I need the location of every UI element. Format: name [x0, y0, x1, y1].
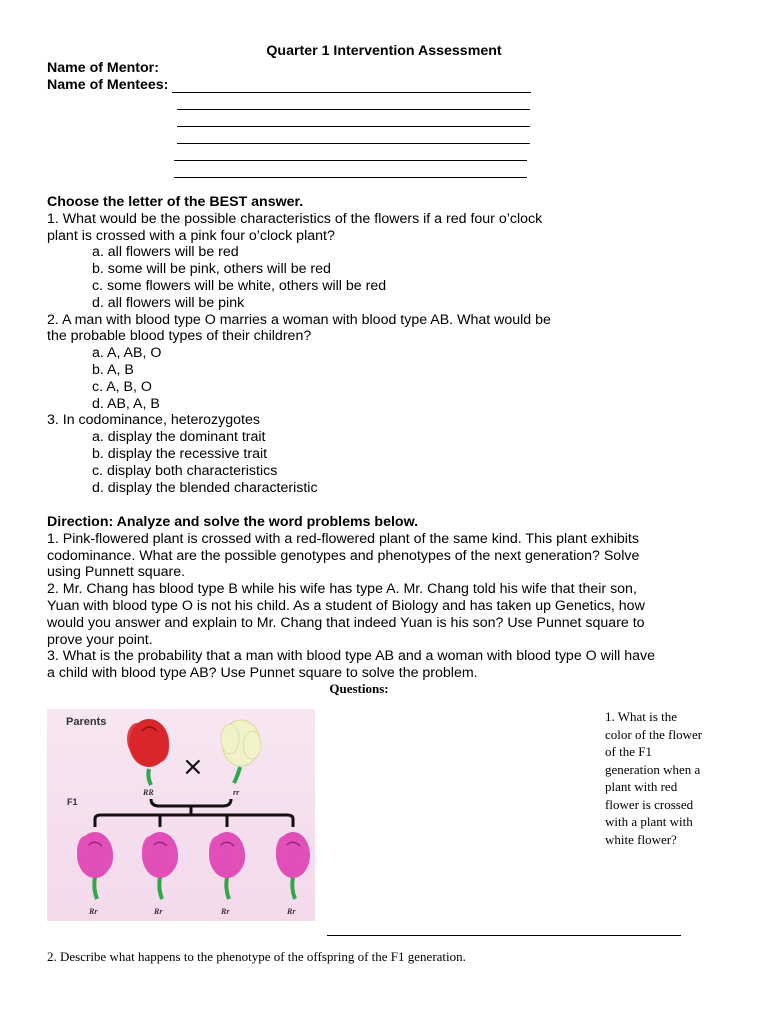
petal: [221, 724, 239, 754]
mentee-line-4[interactable]: [177, 143, 530, 144]
petal: [276, 836, 292, 866]
petal: [151, 732, 169, 762]
answer-option[interactable]: d. display the blended characteristic: [92, 479, 318, 496]
problem-text: prove your point.: [47, 631, 153, 648]
question-line: white flower?: [605, 831, 677, 847]
word-problem-2: [47, 581, 727, 648]
answer-option[interactable]: c. display both characteristics: [92, 462, 278, 479]
answer-option[interactable]: d. all flowers will be pink: [92, 294, 245, 311]
genotype-label: Rr: [287, 907, 296, 916]
mc-instruction: Choose the letter of the BEST answer.: [47, 194, 304, 210]
mentee-line-2[interactable]: [177, 109, 530, 110]
cross-symbol: ×: [182, 752, 204, 782]
questions-heading: Questions:: [329, 681, 389, 696]
problem-text: 3. What is the probability that a man with blood type AB and a woman with blood type O will have: [47, 648, 656, 665]
question-text: plant is crossed with a pink four o’clock plant?: [47, 227, 335, 244]
question-line: color of the flower: [605, 726, 703, 742]
problem-text: 1. Pink-flowered plant is crossed with a red-flowered plant of the same kind. This plant exhibits: [47, 530, 639, 547]
petal: [127, 723, 147, 755]
mentee-line-3[interactable]: [177, 126, 530, 127]
multiple-choice-section: [47, 194, 727, 496]
question-text: the probable blood types of their children?: [47, 328, 312, 345]
parents-label: Parents: [66, 716, 107, 728]
problem-text: a child with blood type AB? Use Punnet square to solve the problem.: [47, 665, 478, 682]
mentee-line-1[interactable]: [172, 92, 531, 93]
petal: [229, 843, 245, 871]
word-problem-1: [47, 531, 727, 581]
word-problem-3: [47, 648, 727, 682]
genotype-label: rr: [233, 788, 240, 797]
question-text: 1. What would be the possible characteristics of the flowers if a red four o’clock: [47, 210, 543, 227]
answer-option[interactable]: a. display the dominant trait: [92, 429, 266, 446]
mentor-label: Name of Mentor:: [47, 60, 159, 76]
figure-question-2: 2. Describe what happens to the phenotype of the offspring of the F1 generation.: [47, 949, 466, 964]
cross-diagram-svg: [47, 709, 315, 921]
problem-text: using Punnett square.: [47, 564, 186, 581]
word-problems-section: [47, 514, 727, 682]
problem-text: Yuan with blood type O is not his child. As a student of Biology and has taken up Genetics, how: [47, 597, 645, 614]
answer-option[interactable]: d. AB, A, B: [92, 395, 160, 412]
mentees-label: Name of Mentees:: [47, 77, 169, 93]
question-text: 3. In codominance, heterozygotes: [47, 412, 260, 429]
genotype-label: Rr: [221, 907, 230, 916]
problem-text: 2. Mr. Chang has blood type B while his wife has type A. Mr. Chang told his wife that their son,: [47, 581, 637, 598]
petal: [142, 836, 158, 866]
answer-option[interactable]: c. A, B, O: [92, 378, 152, 395]
problem-text: would you answer and explain to Mr. Chang that indeed Yuan is his son? Use Punnet square to: [47, 614, 645, 631]
mc-question-3: [47, 412, 727, 496]
answer-option[interactable]: b. some will be pink, others will be red: [92, 261, 331, 278]
figure-question-1: [605, 708, 730, 848]
petal: [77, 836, 93, 866]
petal: [243, 731, 261, 759]
mc-question-2: [47, 312, 727, 413]
wp-instruction: Direction: Analyze and solve the word problems below.: [47, 514, 419, 530]
petal: [295, 843, 309, 871]
answer-option[interactable]: a. A, AB, O: [92, 345, 162, 362]
mc-question-1: [47, 211, 727, 312]
question-line: plant with red: [605, 779, 678, 794]
cross-diagram: [47, 709, 315, 921]
question-line: of the F1: [605, 744, 652, 759]
genotype-label: RR: [143, 788, 154, 797]
answer-option[interactable]: a. all flowers will be red: [92, 244, 239, 261]
answer-line[interactable]: [327, 935, 681, 936]
answer-option[interactable]: b. display the recessive trait: [92, 445, 268, 462]
mentee-line-5[interactable]: [174, 160, 527, 161]
petal: [209, 836, 225, 866]
f1-label: F1: [67, 797, 78, 807]
petal: [162, 843, 178, 871]
page-title: Quarter 1 Intervention Assessment: [266, 43, 502, 59]
question-line: flower is crossed: [605, 796, 694, 812]
answer-option[interactable]: c. some flowers will be white, others will be red: [92, 277, 387, 294]
petal: [97, 843, 113, 871]
question-text: 2. A man with blood type O marries a woman with blood type AB. What would be: [47, 311, 551, 328]
question-line: generation when a: [605, 761, 701, 777]
problem-text: codominance. What are the possible genotypes and phenotypes of the next generation? Solve: [47, 547, 640, 564]
question-line: with a plant with: [605, 814, 693, 829]
genotype-label: Rr: [154, 907, 163, 916]
question-line: 1. What is the: [605, 709, 677, 724]
answer-option[interactable]: b. A, B: [92, 361, 134, 378]
genotype-label: Rr: [89, 907, 98, 916]
mentee-line-6[interactable]: [174, 177, 527, 178]
